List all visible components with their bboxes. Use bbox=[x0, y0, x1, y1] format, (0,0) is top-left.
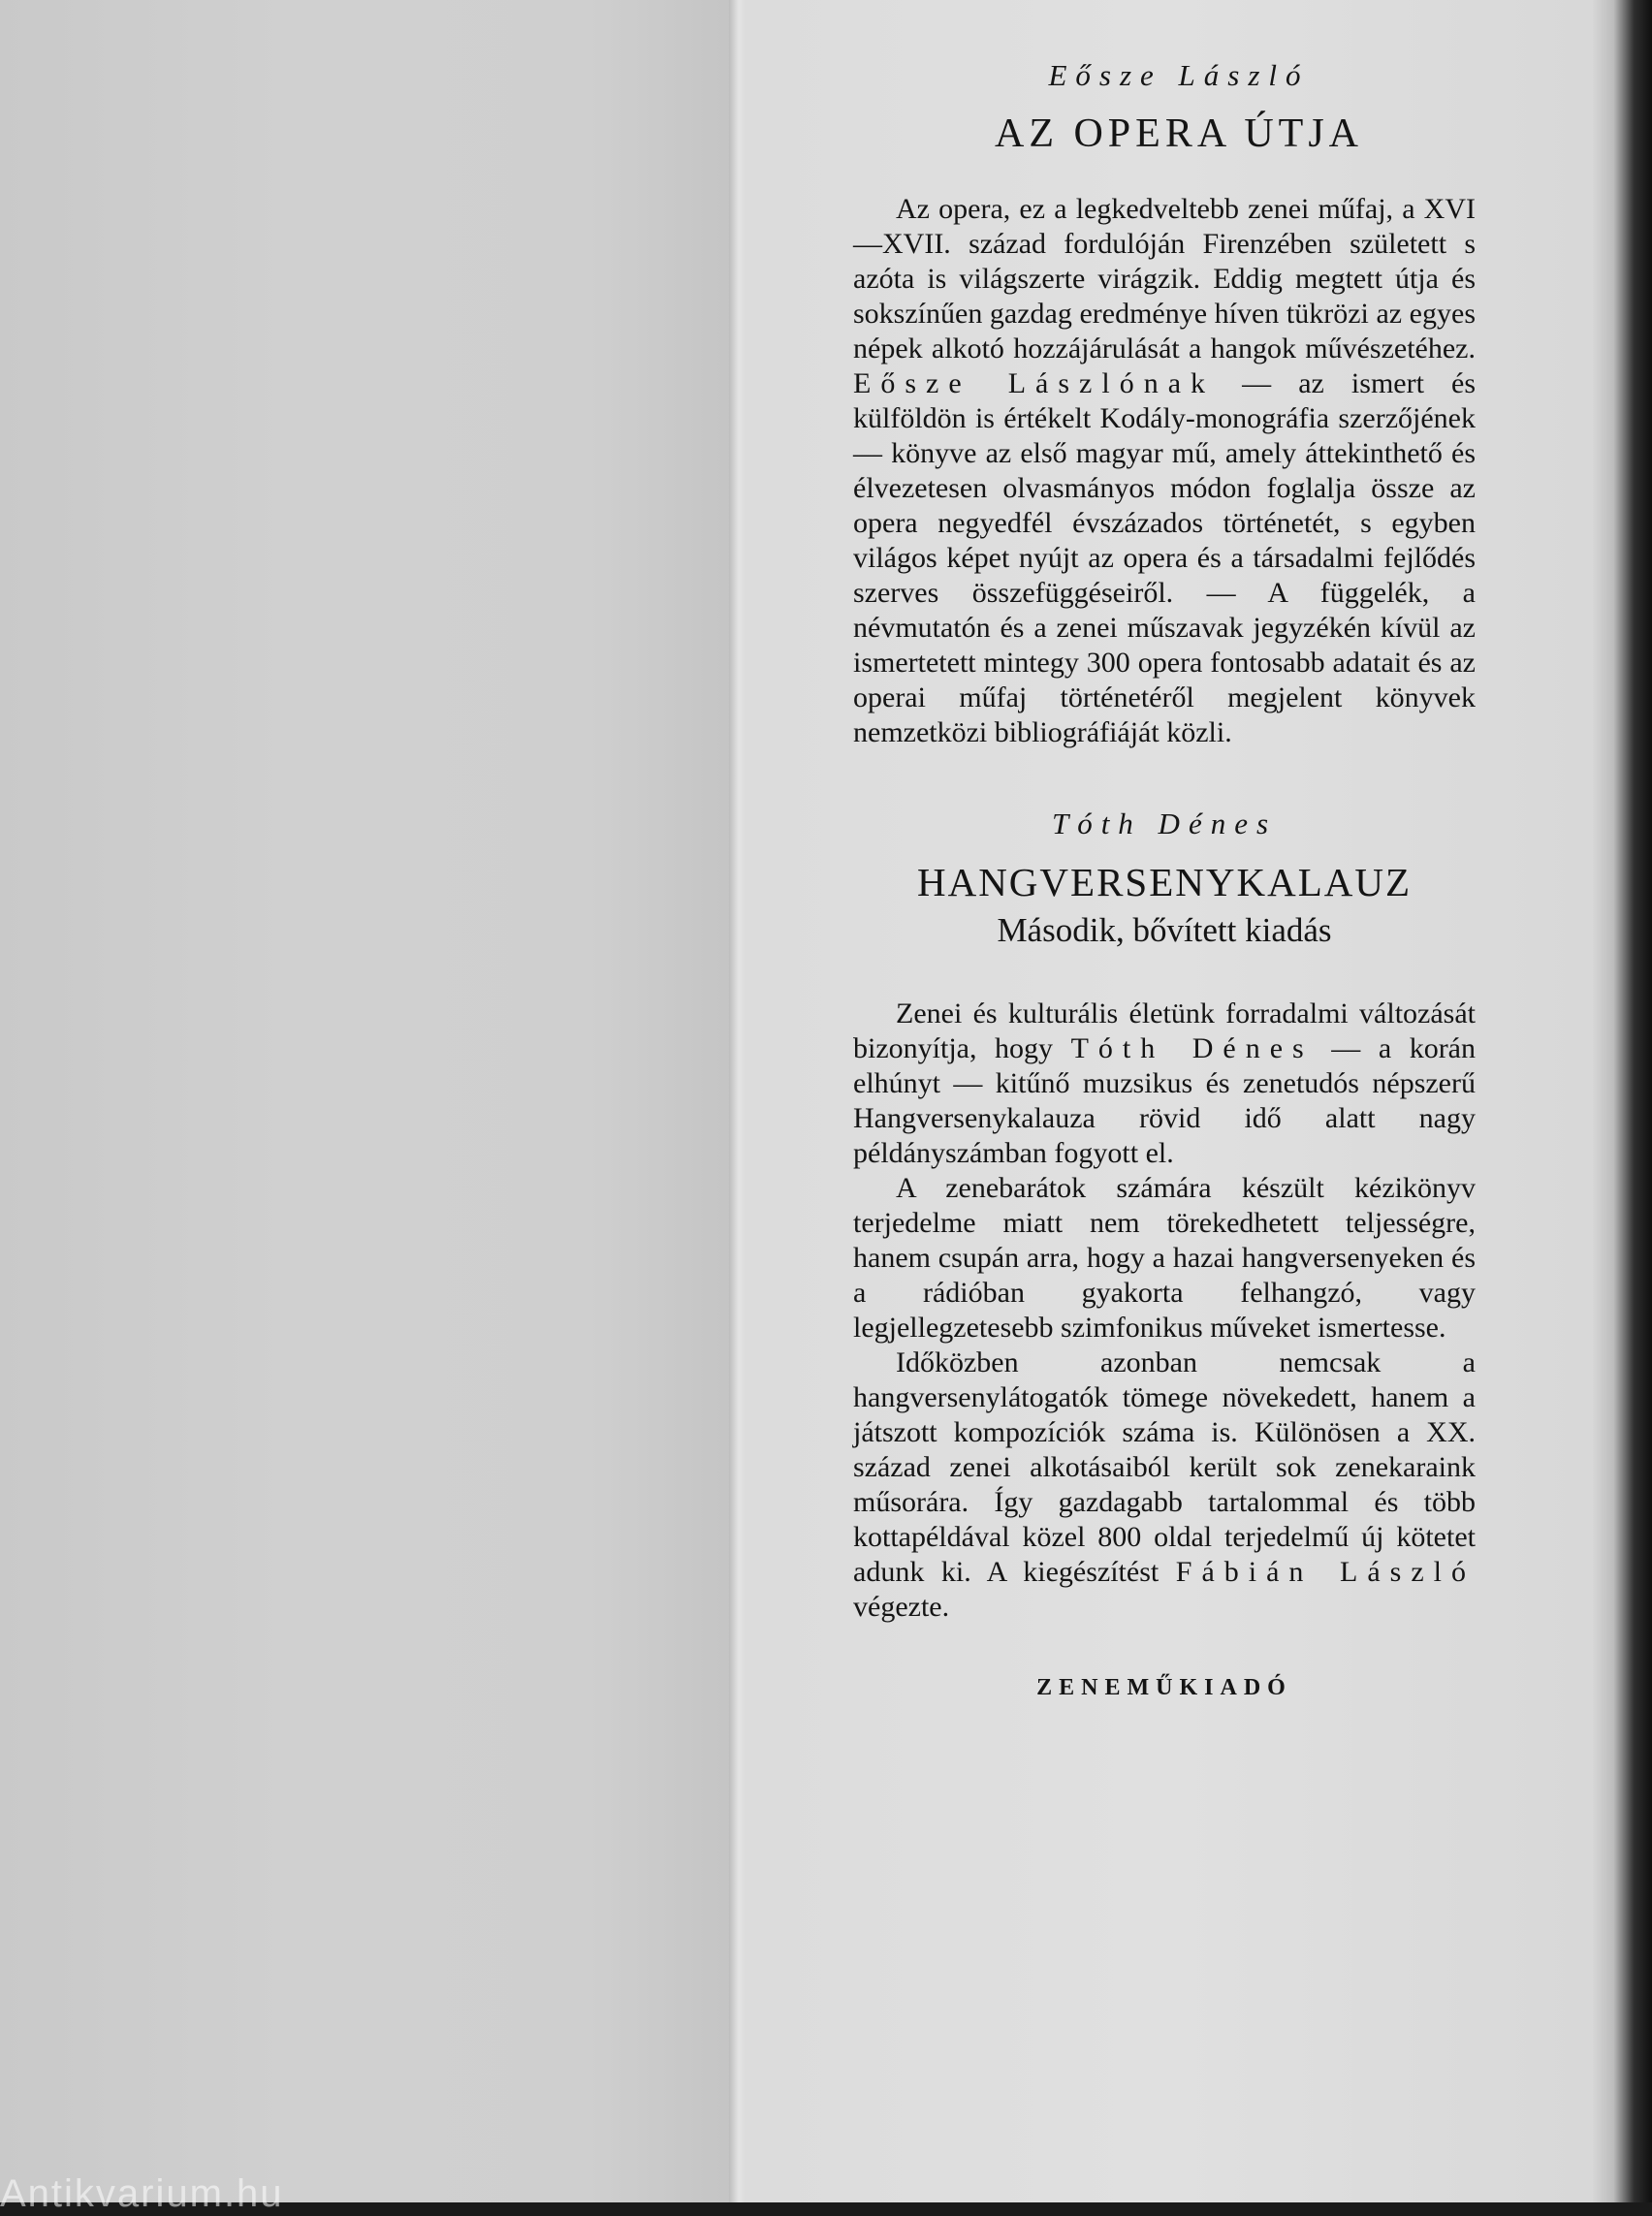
publisher-name: ZENEMŰKIADÓ bbox=[1036, 1675, 1292, 1700]
book2-paragraph-1 bbox=[853, 997, 1476, 1171]
book1-author: Eősze László bbox=[1048, 58, 1310, 92]
book2-paragraph-2: A zenebarátok számára készült kézikönyv terjedelme miatt nem törekedhetett teljességre, hanem csupán arra, hogy a hazai hangversenyeken és a rádióban gyakorta felhangzó, vagy legjellegzetesebb szimfonikus műveket ismertesse. bbox=[853, 1172, 1476, 1344]
book1-section bbox=[853, 58, 1476, 750]
book2-paragraph-3 bbox=[853, 1345, 1476, 1625]
book2-p3-start: Időközben azonban nemcsak a hangversenylátogatók tömege növekedett, hanem a játszott kompozíciók száma is. Különösen a XX. század zenei alkotásaiból került sok zenekaraink műsorára. Így gazdagabb tartalommal és több kottapéldával közel 800 oldal terjedelmű új kötetet adunk ki. A kiegészítést bbox=[853, 1346, 1476, 1588]
book2-p1-start: Zenei és kulturális életünk forradalmi változását bizonyítja, hogy bbox=[853, 997, 1476, 1064]
book2-author: Tóth Dénes bbox=[1051, 807, 1278, 840]
book2-p3-end: végezte. bbox=[853, 1591, 950, 1623]
book2-p1-end: — a korán elhúnyt — kitűnő muzsikus és zenetudós népszerű Hangversenykalauza rövid idő alatt nagy példányszámban fogyott el. bbox=[853, 1032, 1476, 1169]
book2-section bbox=[853, 807, 1476, 1625]
back-cover-text bbox=[853, 58, 1476, 1701]
book1-description bbox=[853, 192, 1476, 750]
book1-body-end: — az ismert és külföldön is értékelt Kodály-monográfia szerzőjének — könyve az első magyar mű, amely áttekinthető és élvezetesen olvasmányos módon foglalja össze az opera negyedfél évszázados történetét, s egyben világos képet nyújt az opera és a társadalmi fejlődés szerves összefüggéseiről. — A függelék, a névmutatón és a zenei műszavak jegyzékén kívül az ismertetett mintegy 300 opera fontosabb adatait és az operai műfaj történetéről megjelent könyvek nemzetközi bibliográfiáját közli. bbox=[853, 367, 1476, 748]
book1-author-name: Eősze Lászlónak bbox=[853, 367, 1216, 399]
watermark: Antikvarium.hu bbox=[0, 2172, 284, 2215]
page-edge bbox=[1593, 0, 1652, 2202]
book2-title: HANGVERSENYKALAUZ bbox=[916, 860, 1413, 904]
book1-body-start: Az opera, ez a legkedveltebb zenei műfaj, a XVI—XVII. század fordulóján Firenzében született s azóta is világszerte virágzik. Eddig megtett útja és sokszínűen gazdag eredménye híven tükrözi az egyes népek alkotó hozzájárulását a hangok művészetéhez. bbox=[853, 193, 1476, 364]
book2-p3-name: Fábián László bbox=[1175, 1556, 1476, 1588]
left-page bbox=[0, 0, 737, 2202]
book1-title: AZ OPERA ÚTJA bbox=[994, 111, 1364, 156]
book2-subtitle: Második, bővített kiadás bbox=[997, 911, 1332, 949]
book2-p1-name: Tóth Dénes bbox=[1070, 1032, 1314, 1064]
